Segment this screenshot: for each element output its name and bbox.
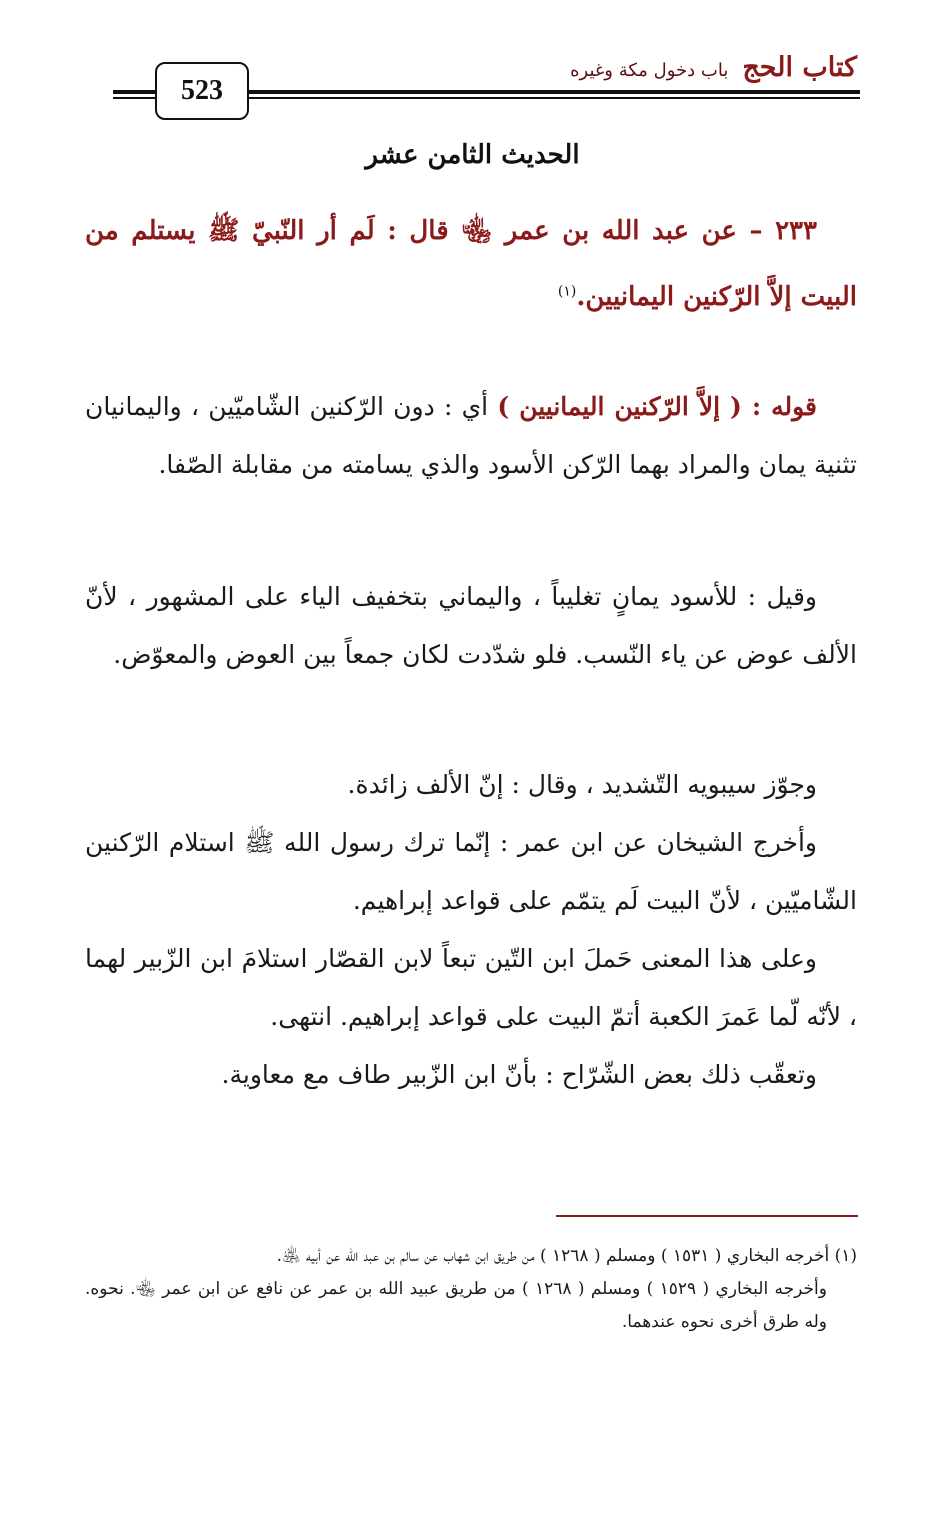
page-number: 523 [181, 75, 223, 106]
commentary-paragraph [85, 1046, 857, 1104]
commentary-paragraph [85, 756, 857, 814]
commentary-paragraph [85, 378, 857, 494]
commentary-paragraph [85, 814, 857, 930]
paragraph-text: وقيل : للأسود يمانٍ تغليباً ، واليماني بتخفيف الياء على المشهور ، لأنّ الألف عوض عن ياء النّسب. فلو شدّدت لكان جمعاً بين العوض والمعوّض. [85, 582, 857, 669]
hadith-text [85, 198, 857, 330]
footnote: وأخرجه البخاري ( ١٥٢٩ ) ومسلم ( ١٢٦٨ ) من طريق عبيد الله بن عمر عن نافع عن ابن عمر ﵄. نحوه. وله طرق أخرى نحوه عندهما. [85, 1279, 827, 1332]
footnote-separator [556, 1215, 858, 1217]
section-title: الحديث الثامن عشر [365, 140, 580, 170]
book-title: كتاب الحج [742, 52, 857, 83]
paragraph-text: وجوّز سيبويه التّشديد ، وقال : إنّ الألف زائدة. [347, 770, 817, 799]
chapter-title: باب دخول مكة وغيره [570, 60, 729, 81]
hadith-body: ٢٣٣ – عن عبد الله بن عمر ﵄ قال : لَم أر النّبيّ ﷺ يستلم من البيت إلاَّ الرّكنين اليمانيين. [85, 216, 857, 312]
footnote: (١) أخرجه البخاري ( ١٥٣١ ) ومسلم ( ١٢٦٨ ) من طريق ابن شهاب عن سالم بن عبد الله عن أبيه ﵁. [276, 1246, 857, 1266]
paragraph-text: وأخرج الشيخان عن ابن عمر : إنّما ترك رسول الله ﷺ استلام الرّكنين الشّاميّين ، لأنّ البيت لَم يتمّم على قواعد إبراهيم. [85, 828, 857, 915]
commentary-paragraph [85, 568, 857, 684]
quoted-phrase: قوله : ( إلاَّ الرّكنين اليمانيين ) [497, 392, 817, 421]
paragraph-text: أي : دون الرّكنين الشّاميّين ، واليمانيان تثنية يمان والمراد بهما الرّكن الأسود والذي يسامته من مقابلة الصّفا. [85, 392, 857, 479]
footnote-ref: (١) [557, 283, 577, 300]
paragraph-text: وتعقّب ذلك بعض الشّرّاح : بأنّ ابن الزّبير طاف مع معاوية. [221, 1060, 817, 1089]
paragraph-text: وعلى هذا المعنى حَملَ ابن التّين تبعاً لابن القصّار استلامَ ابن الزّبير لهما ، لأنّه لّما عَمرَ الكعبة أتمّ البيت على قواعد إبراهيم. انتهى. [85, 944, 857, 1031]
commentary-paragraph [85, 930, 857, 1046]
running-header [570, 52, 857, 83]
page-number-box [155, 62, 249, 120]
footnotes [85, 1240, 857, 1339]
